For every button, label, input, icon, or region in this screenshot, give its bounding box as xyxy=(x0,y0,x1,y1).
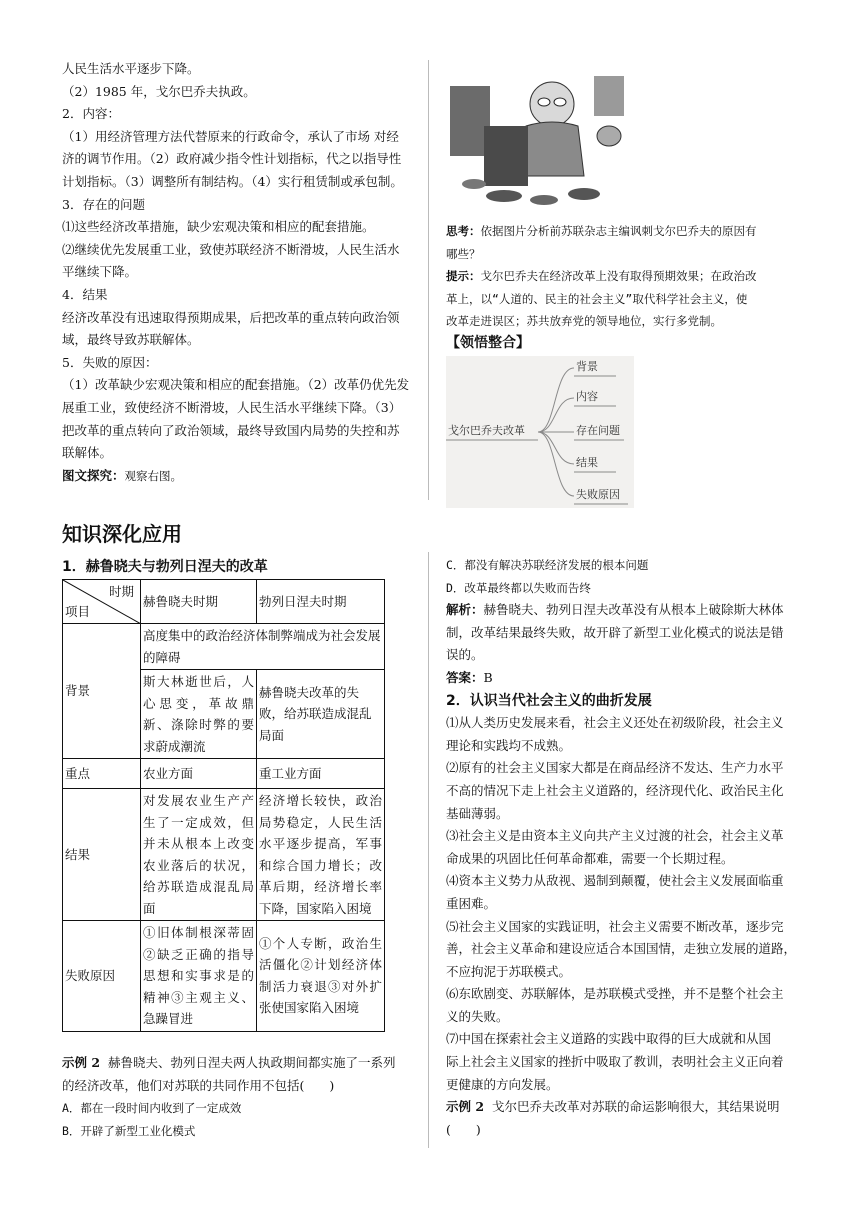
row-label: 背景 xyxy=(63,624,141,759)
right-top-column xyxy=(446,220,806,333)
mind-map-node: 内容 xyxy=(576,390,598,403)
text-line: 2．内容： xyxy=(62,106,120,122)
text-line: ⑵原有的社会主义国家大都是在商品经济不发达、生产力水平 xyxy=(446,760,784,776)
table-cell: 对发展农业生产产生了一定成效，但并未从根本上改变农业落后的状况，给苏联造成混乱局面 xyxy=(141,789,257,921)
option: C．都没有解决苏联经济发展的根本问题 xyxy=(446,558,649,572)
text: 赫鲁晓夫、勃列日涅夫改革没有从根本上破除斯大林体 xyxy=(483,602,784,618)
table-cell: 斯大林逝世后，人心思变，革故鼎新、涤除时弊的要求蔚成潮流 xyxy=(141,670,257,759)
text-line: 济的调节作用。（2）政府减少指令性计划指标，代之以指导性 xyxy=(62,151,402,167)
text-line: 误的。 xyxy=(446,647,484,663)
text-line xyxy=(446,599,810,622)
text-line xyxy=(62,465,422,488)
answer: B xyxy=(483,669,493,685)
label: 图文探究： xyxy=(62,467,125,483)
mind-map-node: 结果 xyxy=(576,456,598,469)
text-line: ⑹东欧剧变、苏联解体，是苏联模式受挫，并不是整个社会主 xyxy=(446,986,784,1002)
text-line: ⑺中国在探索社会主义道路的实践中取得的巨大成就和从国 xyxy=(446,1031,772,1047)
table-header: 勃列日涅夫时期 xyxy=(257,580,385,624)
table-title: 1．赫鲁晓夫与勃列日涅夫的改革 xyxy=(62,559,268,575)
text-line: 5．失败的原因： xyxy=(62,354,158,370)
column-divider xyxy=(428,60,429,500)
text-line: 把改革的重点转向了政治领域，最终导致国内局势的失控和苏 xyxy=(62,422,400,438)
text-line xyxy=(446,1096,810,1119)
table-cell: 高度集中的政治经济体制弊端成为社会发展的障碍 xyxy=(141,624,385,670)
option: B．开辟了新型工业化模式 xyxy=(62,1123,196,1138)
text-line: 经济改革没有迅速取得预期成果，后把改革的重点转向政治领 xyxy=(62,309,400,325)
text-line: 革上，以“人道的、民主的社会主义”取代科学社会主义，使 xyxy=(446,291,748,306)
mind-map-node: 背景 xyxy=(576,360,598,373)
text-line: ⑴从人类历史发展来看，社会主义还处在初级阶段，社会主义 xyxy=(446,715,784,731)
label: 思考： xyxy=(446,224,481,238)
label: 提示： xyxy=(446,269,481,284)
text-line: 更健康的方向发展。 xyxy=(446,1076,559,1092)
text: 赫鲁晓夫、勃列日涅夫两人执政期间都实施了一系列 xyxy=(108,1055,396,1070)
text-line: 命成果的巩固比任何革命都难，需要一个长期过程。 xyxy=(446,850,734,866)
text-line: 基础薄弱。 xyxy=(446,805,509,821)
text-line: 义的失败。 xyxy=(446,1008,509,1024)
mind-map-root: 戈尔巴乔夫改革 xyxy=(448,424,525,437)
corner-top: 时期 xyxy=(108,584,134,599)
cartoon-image xyxy=(444,66,630,210)
label: 示例 2 xyxy=(446,1099,485,1115)
text-line xyxy=(446,265,806,288)
option: D．改革最终都以失败而告终 xyxy=(446,580,591,595)
right-bottom-column xyxy=(446,554,810,1141)
text-line: 不高的情况下走上社会主义道路的，经济现代化、政治民主化 xyxy=(446,782,784,798)
text-line: ( ) xyxy=(446,1121,481,1137)
table-cell: ①个人专断，政治生活僵化②计划经济体制活力衰退③对外扩张使国家陷入困境 xyxy=(257,921,385,1032)
text-line xyxy=(62,1052,422,1075)
section-title: 知识深化应用 xyxy=(62,522,182,546)
table-cell: 赫鲁晓夫改革的失败，给苏联造成混乱局面 xyxy=(257,670,385,759)
text-line: 展重工业，致使经济不断滑坡，人民生活水平继续下降。（3） xyxy=(62,399,402,415)
text-line: 理论和实践均不成熟。 xyxy=(446,737,572,753)
corner-bottom: 项目 xyxy=(65,603,91,619)
row-label: 结果 xyxy=(63,789,141,921)
text-line: 重困难。 xyxy=(446,895,497,911)
text-line: 域，最终导致苏联解体。 xyxy=(62,332,200,348)
label: 答案： xyxy=(446,669,484,685)
text-line: （2）1985 年，戈尔巴乔夫执政。 xyxy=(62,83,256,99)
text-line: 4．结果 xyxy=(62,286,108,302)
text-line: （1）改革缺少宏观决策和相应的配套措施。（2）改革仍优先发 xyxy=(62,377,410,393)
text: 观察右图。 xyxy=(124,468,183,483)
text-line: 计划指标。（3）调整所有制结构。（4）实行租赁制或承包制。 xyxy=(62,173,403,189)
text-line: 改革走进误区；苏共放弃党的领导地位，实行多党制。 xyxy=(446,314,722,329)
table-cell: 重工业方面 xyxy=(257,759,385,789)
text-line: （1）用经济管理方法代替原来的行政命令，承认了市场 对经 xyxy=(62,128,399,144)
text-line: ⑸社会主义国家的实践证明，社会主义需要不断改革，逐步完 xyxy=(446,918,784,934)
table-cell: 经济增长较快，政治局势稳定，人民生活水平逐步提高，军事和综合国力增长；改革后期，经济增长率下降，国家陷入困境 xyxy=(257,789,385,921)
label: 解析： xyxy=(446,602,484,618)
option: A．都在一段时间内收到了一定成效 xyxy=(62,1101,242,1116)
subheading: 2．认识当代社会主义的曲折发展 xyxy=(446,692,652,709)
text-line: 联解体。 xyxy=(62,445,113,461)
text-line xyxy=(446,667,810,690)
text-line: ⑶社会主义是由资本主义向共产主义过渡的社会，社会主义革 xyxy=(446,828,784,844)
text: 戈尔巴乔夫改革对苏联的命运影响很大，其结果说明 xyxy=(492,1099,780,1115)
text: 依据图片分析前苏联杂志主编讽刺戈尔巴乔夫的原因有 xyxy=(480,224,757,238)
left-example xyxy=(62,1052,422,1142)
row-label: 重点 xyxy=(63,759,141,789)
table-header: 赫鲁晓夫时期 xyxy=(141,580,257,624)
text-line: ⑷资本主义势力从敌视、遏制到颠覆，使社会主义发展面临重 xyxy=(446,873,784,889)
table-cell: ①旧体制根深蒂固②缺乏正确的指导思想和实事求是的精神③主观主义、急躁冒进 xyxy=(141,921,257,1032)
text-line: ⑵继续优先发展重工业，致使苏联经济不断滑坡，人民生活水 xyxy=(62,241,400,257)
mind-map-node: 失败原因 xyxy=(576,488,620,501)
text-line: ⑴这些经济改革措施，缺少宏观决策和相应的配套措施。 xyxy=(62,219,375,235)
text-line xyxy=(446,220,806,243)
label: 示例 2 xyxy=(62,1055,101,1070)
text: 戈尔巴乔夫在经济改革上没有取得预期效果；在政治改 xyxy=(480,269,757,284)
text-line: 善，社会主义革命和建设应适合本国国情，走独立发展的道路， xyxy=(446,941,797,957)
cartoon-illustration-icon xyxy=(444,66,630,210)
left-top-column xyxy=(62,58,422,487)
text-line: 的经济改革，他们对苏联的共同作用不包括( ) xyxy=(62,1077,335,1093)
text-line: 3．存在的问题 xyxy=(62,196,145,212)
row-label: 失败原因 xyxy=(63,921,141,1032)
text-line: 际上社会主义国家的挫折中吸取了教训，表明社会主义正向着 xyxy=(446,1054,784,1070)
column-divider xyxy=(428,552,429,1148)
text-line: 平继续下降。 xyxy=(62,264,138,280)
text-line: 人民生活水平逐步下降。 xyxy=(62,61,200,76)
mind-map xyxy=(446,356,634,508)
text-line: 制，改革结果最终失败，故开辟了新型工业化模式的说法是错 xyxy=(446,624,784,640)
table-corner-cell xyxy=(63,580,141,624)
text-line: 不应拘泥于苏联模式。 xyxy=(446,963,572,979)
comparison-table xyxy=(62,579,385,1032)
integrate-heading: 【领悟整合】 xyxy=(446,335,530,351)
text-line: 哪些？ xyxy=(446,246,481,261)
mind-map-node: 存在问题 xyxy=(576,424,620,437)
table-cell: 农业方面 xyxy=(141,759,257,789)
